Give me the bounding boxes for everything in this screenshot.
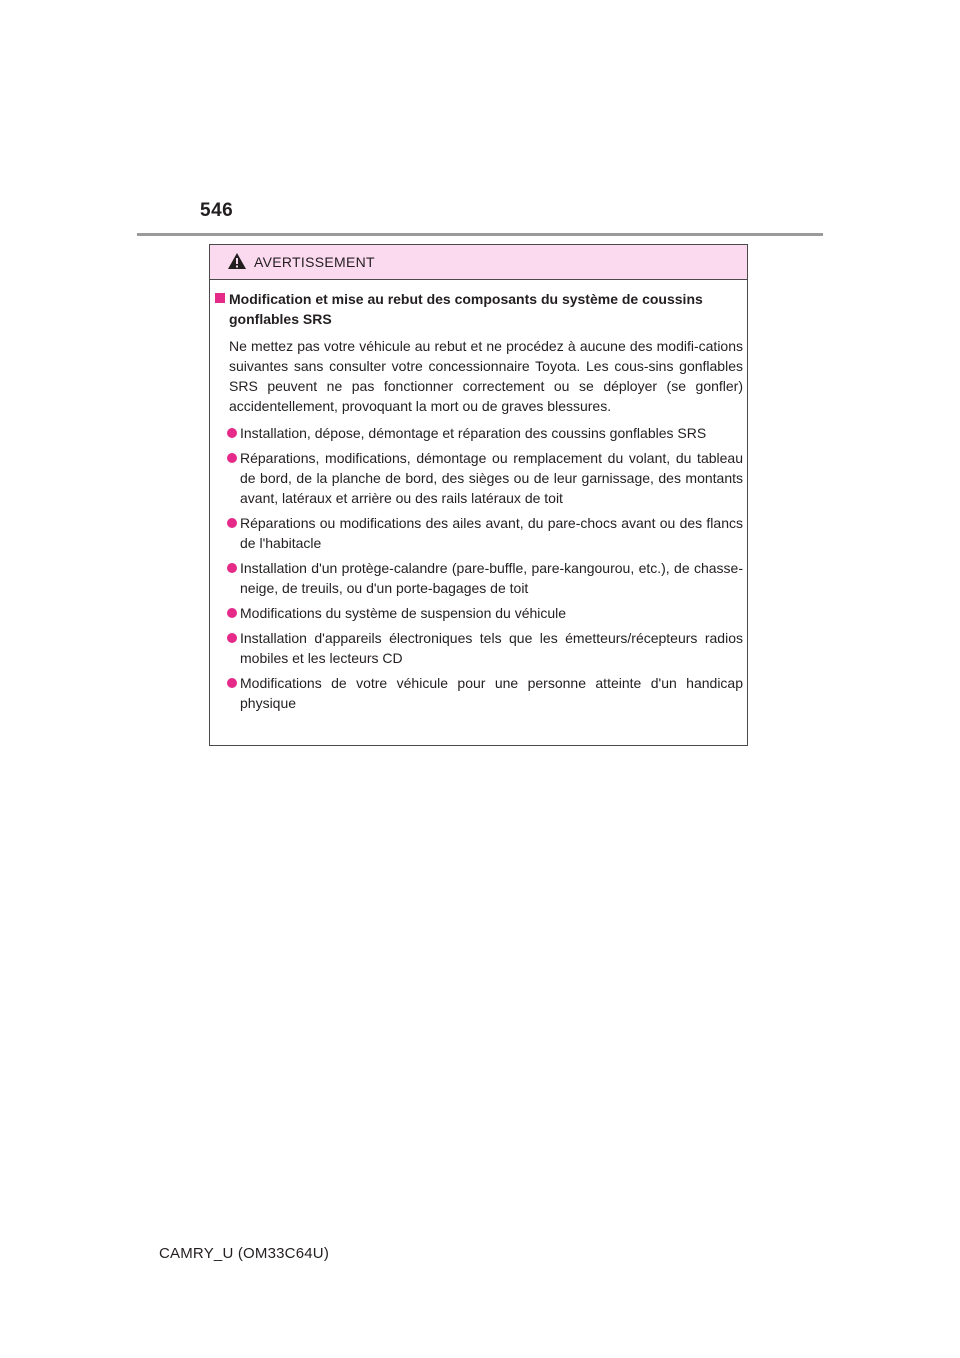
warning-body xyxy=(215,289,743,713)
header-rule xyxy=(137,233,823,236)
list-item xyxy=(215,448,743,508)
list-item xyxy=(215,603,743,623)
list-item-text: Modifications de votre véhicule pour une personne atteinte d'un handicap physique xyxy=(240,675,743,711)
page-number: 546 xyxy=(200,200,234,221)
list-item-text: Modifications du système de suspension du véhicule xyxy=(240,605,567,621)
warning-box xyxy=(209,244,748,746)
bullet-icon xyxy=(227,428,237,438)
list-item xyxy=(215,513,743,553)
square-bullet-icon xyxy=(215,293,225,303)
bullet-icon xyxy=(227,518,237,528)
list-item-text: Installation d'appareils électroniques tels que les émetteurs/récepteurs radios mobiles et les lecteurs CD xyxy=(240,630,743,666)
intro-paragraph: Ne mettez pas votre véhicule au rebut et ne procédez à aucune des modifi-cations suivantes sans consulter votre concessionnaire Toyota. Les cous-sins gonflables SRS peuvent ne pas fonctionner correctement ou se déployer (se gonfler) accidentellement, provoquant la mort ou de graves blessures. xyxy=(229,338,743,414)
list-item xyxy=(215,628,743,668)
document-footer: CAMRY_U (OM33C64U) xyxy=(159,1245,330,1262)
section-heading-text: Modification et mise au rebut des composants du système de coussins gonflables SRS xyxy=(229,291,703,327)
list-item xyxy=(215,558,743,598)
warning-header xyxy=(210,245,747,280)
bullet-icon xyxy=(227,563,237,573)
list-item-text: Installation d'un protège-calandre (pare-buffle, pare-kangourou, etc.), de chasse-neige, de treuils, ou d'un porte-bagages de toit xyxy=(240,560,743,596)
bullet-icon xyxy=(227,453,237,463)
list-item xyxy=(215,423,743,443)
list-item xyxy=(215,673,743,713)
warning-title: AVERTISSEMENT xyxy=(254,254,375,270)
modification-list xyxy=(215,423,743,713)
section-heading xyxy=(215,289,743,329)
bullet-icon xyxy=(227,678,237,688)
bullet-icon xyxy=(227,608,237,618)
list-item-text: Réparations ou modifications des ailes avant, du pare-chocs avant ou des flancs de l'habitacle xyxy=(240,515,743,551)
warning-triangle-icon xyxy=(227,252,247,275)
list-item-text: Installation, dépose, démontage et réparation des coussins gonflables SRS xyxy=(240,425,707,441)
bullet-icon xyxy=(227,633,237,643)
list-item-text: Réparations, modifications, démontage ou remplacement du volant, du tableau de bord, de la planche de bord, des sièges ou de leur garnissage, des montants avant, latéraux et arrière ou des rails latéraux de toit xyxy=(240,450,743,506)
